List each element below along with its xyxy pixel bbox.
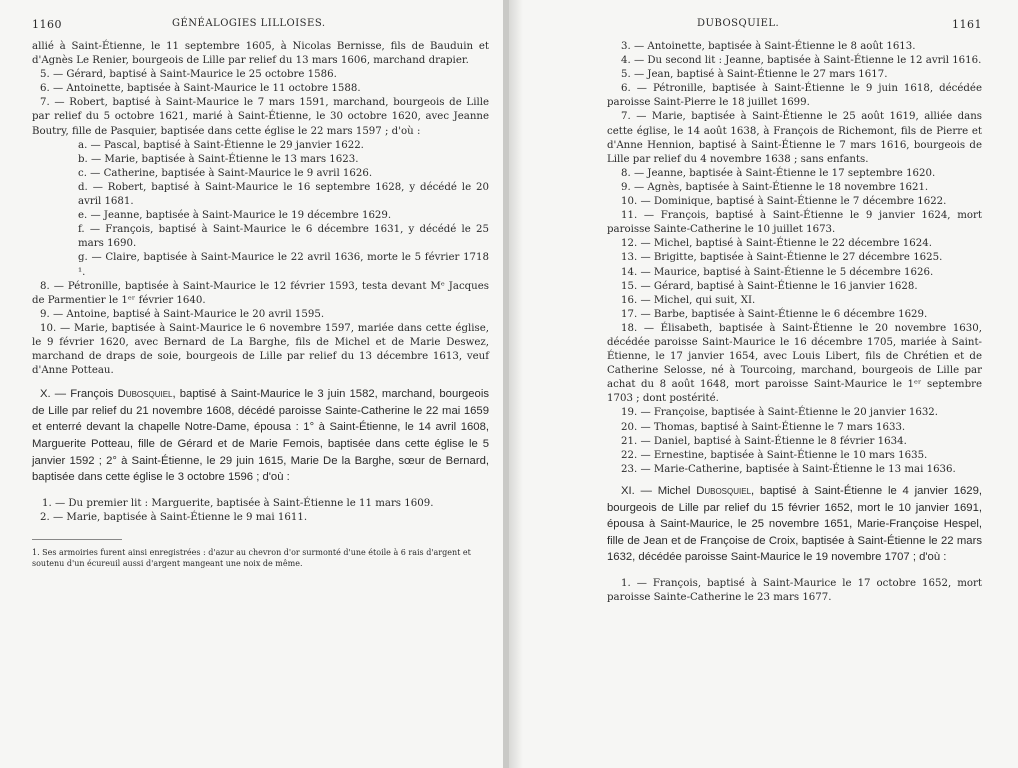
left-running-title: GÉNÉALOGIES LILLOISES. <box>172 18 326 29</box>
child-xi-1: 1. — François, baptisé à Saint-Maurice le 17 octobre 1652, mort paroisse Sainte-Catherine le 23 mars 1677. <box>607 578 982 604</box>
r-entry-18: 18. — Élisabeth, baptisée à Saint-Étienne le 20 novembre 1630, décédée paroisse Saint-Maurice le 16 décembre 1705, mariée à Saint-Étienne, le 17 janvier 1654, avec Louis Libert, fils de Chrétien et de Catherine Selosse, né à Tourcoing, marchand, bourgeois de Lille par achat du 8 août 1648, mort paroisse Saint-Maurice le 1ᵉʳ septembre 1703 ; dont postérité. <box>607 322 982 405</box>
sub-entry-d: d. — Robert, baptisé à Saint-Maurice le 16 septembre 1628, y décédé le 20 avril 1681. <box>78 181 489 208</box>
r-entry-6: 6. — Pétronille, baptisée à Saint-Étienne le 9 juin 1618, décédée paroisse Saint-Pierre le 18 juillet 1699. <box>607 83 982 109</box>
r-entry-3: 3. — Antoinette, baptisée à Saint-Étienne le 8 août 1613. <box>621 41 916 52</box>
generation-x-paragraph <box>32 386 489 486</box>
r-entry-17: 17. — Barbe, baptisée à Saint-Étienne le 6 décembre 1629. <box>621 308 928 320</box>
sub-entry-f: f. — François, baptisé à Saint-Maurice le 6 décembre 1631, y décédé le 25 mars 1690. <box>78 224 489 250</box>
left-running-head <box>32 18 489 40</box>
r-entry-20: 20. — Thomas, baptisé à Saint-Étienne le 7 mars 1633. <box>621 421 906 433</box>
r-entry-8: 8. — Jeanne, baptisée à Saint-Étienne le 17 septembre 1620. <box>621 167 936 179</box>
left-page <box>0 0 503 768</box>
generation-x-surname: Dubosquiel <box>117 388 173 401</box>
generation-xi-surname: Dubosquiel <box>696 484 752 497</box>
r-entry-12: 12. — Michel, baptisé à Saint-Étienne le 22 décembre 1624. <box>621 238 932 250</box>
r-entry-19: 19. — Françoise, baptisée à Saint-Étienne le 20 janvier 1632. <box>621 407 939 419</box>
r-entry-23: 23. — Marie-Catherine, baptisée à Saint-Étienne le 13 mai 1636. <box>621 463 956 475</box>
sub-entry-a: a. — Pascal, baptisé à Saint-Étienne le 29 janvier 1622. <box>78 139 364 151</box>
entry-7: 7. — Robert, baptisé à Saint-Maurice le 7 mars 1591, marchand, bourgeois de Lille par relief du 5 octobre 1621, marié à Saint-Étienne, le 30 octobre 1620, avec Jeanne Boutry, fille de Pasquier, baptisée dans cette église le 22 mars 1597 ; d'où : <box>32 97 489 137</box>
intro-paragraph: allié à Saint-Étienne, le 11 septembre 1605, à Nicolas Bernisse, fils de Bauduin et d'Agnès Le Renier, bourgeois de Lille par relief du 13 mars 1606, marchand drapier. <box>32 41 489 67</box>
right-running-head <box>607 18 982 40</box>
r-entry-14: 14. — Maurice, baptisé à Saint-Étienne le 5 décembre 1626. <box>621 266 934 278</box>
generation-xi-heading: XI. — Michel <box>621 484 691 497</box>
r-entry-13: 13. — Brigitte, baptisée à Saint-Étienne le 27 décembre 1625. <box>621 252 943 264</box>
r-entry-4: 4. — Du second lit : Jeanne, baptisée à Saint-Étienne le 12 avril 1616. <box>621 55 982 67</box>
sub-entry-e: e. — Jeanne, baptisée à Saint-Maurice le 19 décembre 1629. <box>78 210 392 222</box>
r-entry-15: 15. — Gérard, baptisé à Saint-Étienne le 16 janvier 1628. <box>621 280 918 292</box>
entry-6: 6. — Antoinette, baptisée à Saint-Maurice le 11 octobre 1588. <box>40 83 361 95</box>
generation-x-heading: X. — François <box>40 388 114 401</box>
entry-10: 10. — Marie, baptisée à Saint-Maurice le 6 novembre 1597, mariée dans cette église, le 9 février 1620, avec Bernard de La Barghe, fils de Michel et de Marie Deswez, marchand de draps de soie, bourgeois de Lille par relief du 13 décembre 1613, veuf d'Anne Potteau. <box>32 322 489 377</box>
right-running-title: DUBOSQUIEL. <box>697 18 780 29</box>
generation-xi-text: , baptisé à Saint-Étienne le 4 janvier 1629, bourgeois de Lille par relief du 15 février 1652, mort le 10 janvier 1691, épousa à Saint-Maurice, le 25 novembre 1651, Marie-Françoise Hespel, fille de Jean et de Françoise de Croix, baptisée à Saint-Étienne le 22 mars 1632, décédée paroisse Saint-Maurice le 19 novembre 1707 ; d'où : <box>607 484 982 564</box>
entry-9: 9. — Antoine, baptisé à Saint-Maurice le 20 avril 1595. <box>40 308 325 320</box>
child-x-1: 1. — Du premier lit : Marguerite, baptisée à Saint-Étienne le 11 mars 1609. <box>42 498 434 510</box>
generation-xi-children <box>607 577 982 605</box>
entry-5: 5. — Gérard, baptisé à Saint-Maurice le 25 octobre 1586. <box>40 69 337 81</box>
right-page <box>509 0 1018 768</box>
entry-8: 8. — Pétronille, baptisée à Saint-Maurice le 12 février 1593, testa devant Mᵉ Jacques de Parmentier le 1ᵉʳ février 1640. <box>32 280 489 306</box>
r-entry-16: 16. — Michel, qui suit, XI. <box>621 294 756 306</box>
right-body-text <box>607 40 982 477</box>
r-entry-9: 9. — Agnès, baptisée à Saint-Étienne le 18 novembre 1621. <box>621 181 929 193</box>
r-entry-7: 7. — Marie, baptisée à Saint-Étienne le 25 août 1619, alliée dans cette église, le 14 août 1638, à François de Richemont, fils de Pierre et d'Anne Hennion, baptisé à Saint-Étienne le 7 mars 1616, bourgeois de Lille par relief du 4 novembre 1638 ; sans enfants. <box>607 111 982 165</box>
sub-entry-g: g. — Claire, baptisée à Saint-Maurice le 22 avril 1636, morte le 5 février 1718 ¹. <box>78 252 489 278</box>
right-page-number: 1161 <box>952 18 982 31</box>
r-entry-5: 5. — Jean, baptisé à Saint-Étienne le 27 mars 1617. <box>621 69 888 81</box>
footnote: 1. Ses armoiries furent ainsi enregistrées : d'azur au chevron d'or surmonté d'une étoile à 6 rais d'argent et soutenu d'un écureuil aussi d'argent mangeant une noix de même. <box>32 548 471 568</box>
generation-x-children <box>32 497 489 525</box>
r-entry-21: 21. — Daniel, baptisé à Saint-Étienne le 8 février 1634. <box>621 435 907 447</box>
r-entry-22: 22. — Ernestine, baptisée à Saint-Étienne le 10 mars 1635. <box>621 449 928 461</box>
sub-entry-c: c. — Catherine, baptisée à Saint-Maurice le 9 avril 1626. <box>78 167 373 179</box>
r-entry-10: 10. — Dominique, baptisé à Saint-Étienne le 7 décembre 1622. <box>621 196 947 208</box>
r-entry-11: 11. — François, baptisé à Saint-Étienne le 9 janvier 1624, mort paroisse Sainte-Catherine le 10 juillet 1673. <box>607 210 982 236</box>
footnote-rule <box>32 539 122 540</box>
left-page-number: 1160 <box>32 18 62 31</box>
sub-entry-b: b. — Marie, baptisée à Saint-Étienne le 13 mars 1623. <box>78 153 359 165</box>
child-x-2: 2. — Marie, baptisée à Saint-Étienne le 9 mai 1611. <box>40 512 308 524</box>
generation-x-text: , baptisé à Saint-Maurice le 3 juin 1582, marchand, bourgeois de Lille par relief du 21 novembre 1608, décédé paroisse Sainte-Catherine le 22 mai 1659 et enterré devant la chapelle Notre-Dame, épousa : 1° à Saint-Étienne, le 14 avril 1608, Marguerite Potteau, fille de Gérard et de Marie Femois, baptisée dans cette église le 5 janvier 1592 ; 2° à Saint-Étienne, le 29 juin 1615, Marie De la Barghe, sœur de Bernard, baptisée dans cette église le 3 octobre 1596 ; d'où : <box>32 388 489 484</box>
generation-xi-paragraph <box>607 483 982 566</box>
left-body-text <box>32 40 489 378</box>
